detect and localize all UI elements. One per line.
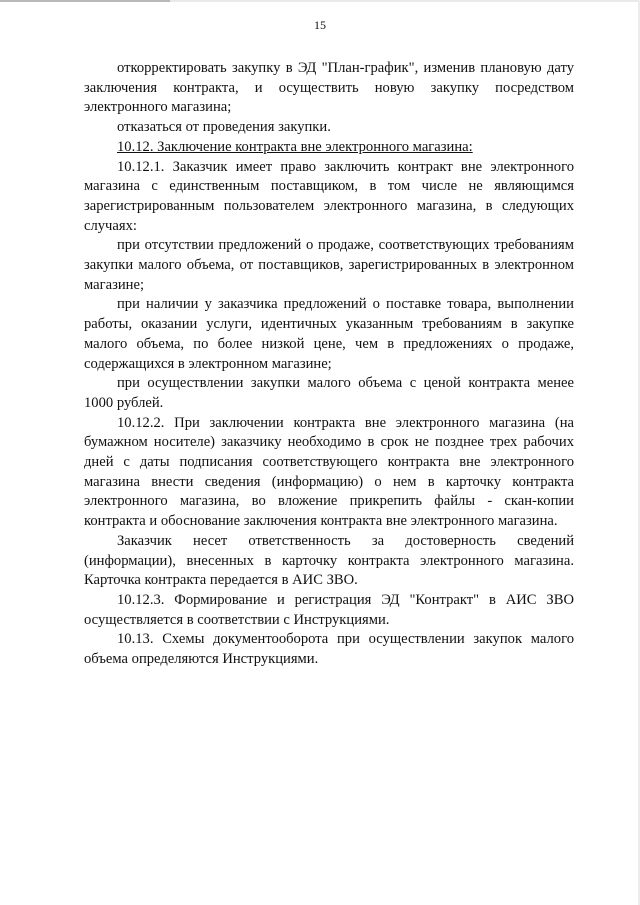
paragraph-10-12-2: 10.12.2. При заключении контракта вне электронного магазина (на бумажном носителе) заказчику необходимо в срок не позднее трех рабочих дней с даты подписания соответствующего контракта вне электронного магазина внести сведения (информацию) о нем в карточку контракта электронного магазина, во вложение прикрепить файлы - скан-копии контракта и обоснование заключения контракта вне электронного магазина. [84, 414, 574, 530]
paragraph-10-13: 10.13. Схемы документооборота при осуществлении закупок малого объема определяются Инструкциями. [84, 631, 574, 668]
section-heading-10-12: 10.12. Заключение контракта вне электронного магазина: [117, 138, 473, 155]
document-body [84, 59, 574, 670]
paragraph-lower-price-offers: при наличии у заказчика предложений о поставке товара, выполнении работы, оказании услуги, идентичных указанным требованиям в закупке малого объема, по более низкой цене, чем в предложениях о продаже, содержащихся в электронном магазине; [84, 296, 574, 372]
paragraph-adjust-plan: откорректировать закупку в ЭД "План-график", изменив плановую дату заключения контракта, и осуществить новую закупку посредством электронного магазина; [84, 60, 574, 116]
paragraph-customer-responsibility: Заказчик несет ответственность за достоверность сведений (информации), внесенных в карточку контракта электронного магазина. Карточка контракта передается в АИС ЗВО. [84, 532, 574, 589]
paragraph-no-offers: при отсутствии предложений о продаже, соответствующих требованиям закупки малого объема, от поставщиков, зарегистрированных в электронном магазине; [84, 237, 574, 293]
scan-edge-top-mark [0, 0, 170, 2]
page-number: 15 [314, 18, 326, 32]
paragraph-10-12-3: 10.12.3. Формирование и регистрация ЭД "Контракт" в АИС ЗВО осуществляется в соответствии с Инструкциями. [84, 591, 574, 628]
paragraph-10-12-1: 10.12.1. Заказчик имеет право заключить контракт вне электронного магазина с единственным поставщиком, в том числе не являющимся зарегистрированным пользователем электронного магазина, в следующих случаях: [84, 158, 574, 234]
paragraph-small-contract-price: при осуществлении закупки малого объема с ценой контракта менее 1000 рублей. [84, 375, 574, 411]
paragraph-refuse-procurement: отказаться от проведения закупки. [117, 119, 331, 136]
